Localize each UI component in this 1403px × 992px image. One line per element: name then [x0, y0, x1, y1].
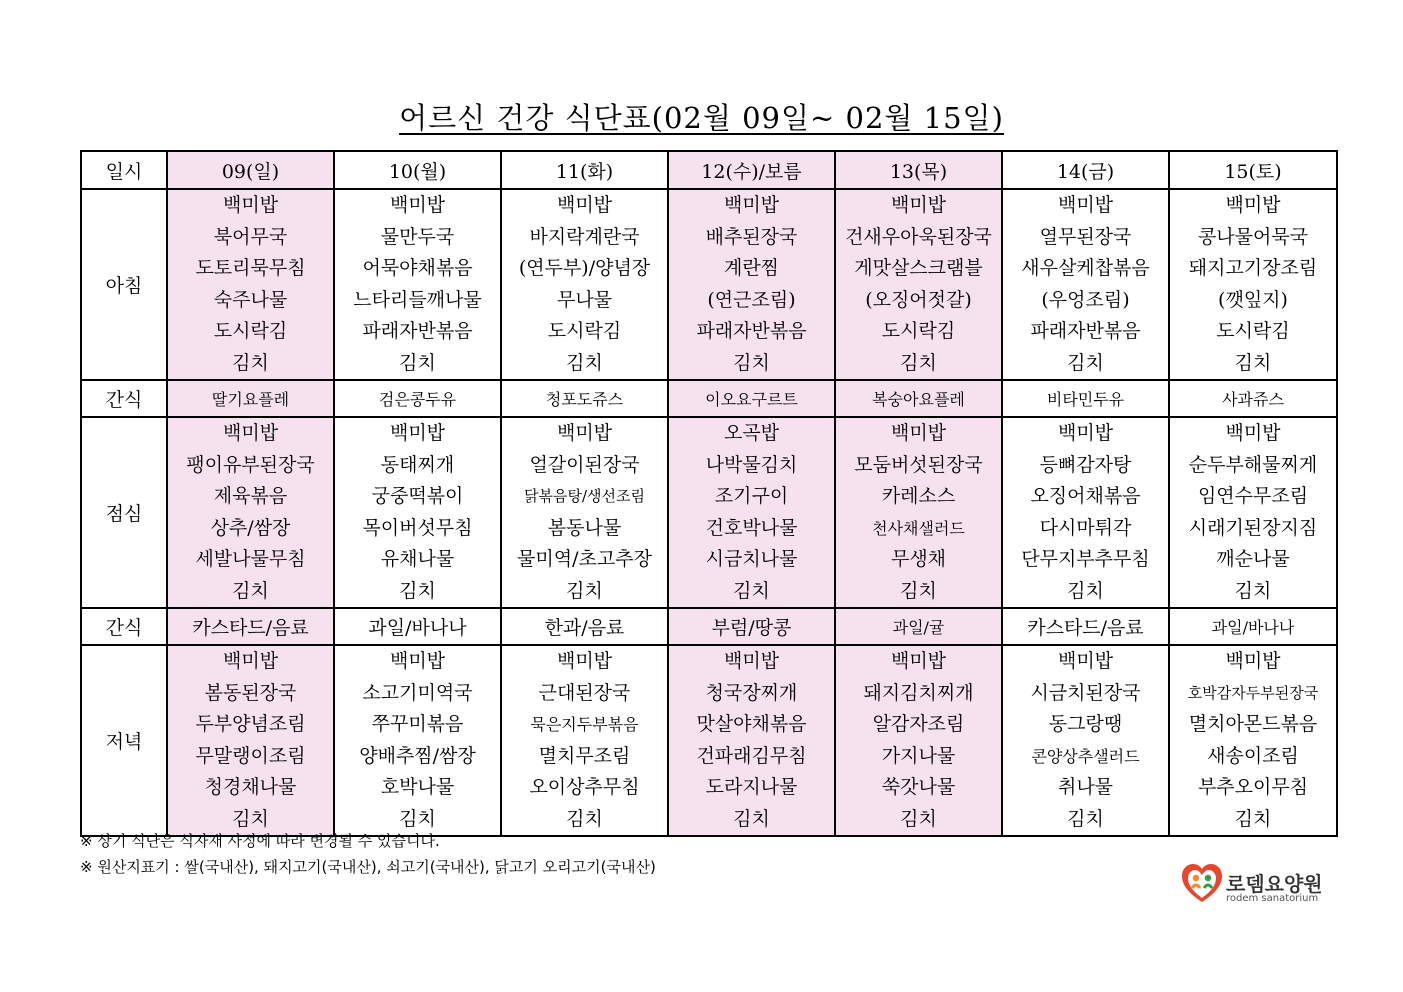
menu-item: 백미밥: [723, 194, 780, 216]
snack-item: 검은콩두유: [378, 390, 457, 409]
meal-cell: [334, 645, 501, 836]
menu-item: 김치: [1067, 807, 1104, 830]
menu-item: 김치: [1234, 579, 1272, 602]
menu-item: 백미밥: [1057, 194, 1114, 216]
menu-item: 모둠버섯된장국: [854, 453, 983, 476]
menu-item: 세발나물무침: [195, 548, 306, 570]
menu-item: 백미밥: [1225, 194, 1281, 216]
menu-item: 김치: [900, 807, 937, 830]
snack-item: 카스타드/음료: [192, 617, 309, 639]
menu-item: 묵은지두부볶음: [530, 715, 639, 734]
menu-item: 나박물김치: [705, 453, 798, 476]
menu-item: 멸치무조림: [538, 744, 631, 767]
snack-cell: [1002, 608, 1169, 645]
menu-item: 오징어채볶음: [1030, 485, 1141, 507]
menu-item: 열무된장국: [1039, 225, 1132, 248]
menu-item: 백미밥: [556, 194, 613, 216]
menu-item: 두부양념조림: [195, 713, 306, 735]
logo-subtitle: rodem sanatorium: [1226, 893, 1319, 904]
menu-item: 궁중떡볶이: [371, 485, 464, 507]
menu-item: 김치: [900, 579, 937, 602]
menu-item: 제육볶음: [213, 485, 288, 507]
snack-item: 복숭아요플레: [872, 390, 965, 409]
menu-item: 시금치된장국: [1030, 681, 1141, 704]
title-text: 어르신 건강 식단표(02월 09일~ 02월 15일): [399, 101, 1004, 135]
menu-item: 새송이조림: [1207, 744, 1299, 767]
page-title: [0, 96, 1403, 137]
menu-item: 건새우아욱된장국: [845, 225, 992, 248]
snack-item: 한과/음료: [544, 617, 625, 639]
meal-cell: [334, 189, 501, 380]
menu-item: 무생채: [890, 548, 947, 570]
menu-item: 김치: [566, 807, 603, 830]
menu-item: 무말랭이조림: [195, 744, 306, 767]
meal-cell: [668, 645, 835, 836]
menu-item: 천사채샐러드: [872, 518, 965, 538]
day-header: 13(목): [835, 151, 1002, 189]
meal-cell: [167, 645, 334, 836]
menu-item: 느타리들깨나물: [353, 288, 482, 311]
menu-item: 도라지나물: [705, 776, 798, 798]
menu-item: 도시락김: [213, 320, 288, 342]
day-header: 11(화): [501, 151, 668, 189]
snack2-row: [81, 608, 1337, 645]
meal-cell: [1002, 417, 1169, 608]
meal-cell: [501, 189, 668, 380]
note-line: ※ 원산지표기 : 쌀(국내산), 돼지고기(국내산), 쇠고기(국내산), 닭고기 오리고기(국내산): [80, 858, 656, 876]
menu-item: 백미밥: [556, 650, 613, 672]
menu-item: 백미밥: [890, 194, 947, 216]
menu-item: 백미밥: [389, 422, 446, 444]
menu-item: 청국장찌개: [705, 681, 798, 704]
menu-item: 김치: [566, 579, 603, 602]
menu-item: 동그랑땡: [1048, 713, 1123, 735]
menu-item: 무나물: [556, 288, 613, 311]
menu-item: 백미밥: [222, 650, 279, 672]
notes: [80, 828, 656, 880]
menu-item: 김치: [1234, 807, 1272, 830]
menu-item: 시래기된장지짐: [1188, 516, 1318, 539]
heart-people-icon: [1180, 858, 1224, 906]
menu-item: 콘양상추샐러드: [1031, 746, 1140, 766]
snack1-row: [81, 380, 1337, 417]
menu-item: (연근조림): [707, 288, 796, 311]
menu-item: 쭈꾸미볶음: [371, 713, 464, 735]
menu-item: 오이상추무침: [529, 776, 640, 798]
snack-cell: [668, 380, 835, 417]
menu-item: 도시락김: [547, 320, 622, 342]
menu-item: (오징어젓갈): [865, 288, 972, 311]
menu-item: 쑥갓나물: [881, 776, 956, 798]
meal-cell: [668, 417, 835, 608]
menu-item: 건호박나물: [705, 516, 798, 539]
menu-item: 취나물: [1057, 776, 1114, 798]
menu-item: 김치: [232, 351, 269, 374]
meal-cell: [668, 189, 835, 380]
menu-item: 북어무국: [213, 225, 288, 248]
snack-item: 부럼/땅콩: [711, 617, 792, 639]
menu-item: 호박나물: [380, 776, 455, 798]
note-line: ※ 상기 식단은 식자재 사정에 따라 변경될 수 있습니다.: [80, 832, 440, 850]
menu-item: 오곡밥: [723, 422, 780, 444]
menu-item: 등뼈감자탕: [1039, 453, 1132, 476]
meal-cell: [835, 645, 1002, 836]
meal-cell: [835, 417, 1002, 608]
menu-item: 숙주나물: [213, 288, 288, 311]
menu-item: 백미밥: [389, 194, 446, 216]
meal-cell: [1169, 417, 1337, 608]
snack-cell: [1169, 380, 1337, 417]
menu-item: 새우살케찹볶음: [1021, 257, 1150, 279]
menu-item: 파래자반볶음: [1030, 320, 1141, 342]
snack-item: 이오요구르트: [705, 390, 798, 409]
menu-item: 백미밥: [890, 650, 947, 672]
menu-item: 백미밥: [890, 422, 947, 444]
menu-item: 맛살야채볶음: [696, 713, 807, 735]
menu-item: 시금치나물: [705, 548, 798, 570]
menu-item: 도토리묵무침: [195, 257, 306, 279]
snack-cell: [167, 608, 334, 645]
menu-item: 김치: [733, 351, 770, 374]
snack-item: 과일/바나나: [368, 617, 467, 639]
snack-item: 과일/귤: [892, 618, 945, 637]
menu-item: 순두부해물찌게: [1188, 453, 1318, 476]
menu-item: 깨순나물: [1216, 548, 1290, 570]
meal-cell: [1002, 645, 1169, 836]
menu-item: 유채나물: [380, 548, 455, 570]
menu-item: 닭볶음탕/생선조림: [524, 487, 645, 505]
menu-item: 배추된장국: [705, 225, 798, 248]
menu-item: 조기구이: [714, 485, 789, 507]
menu-item: (우엉조림): [1041, 288, 1130, 311]
day-header: 09(일): [167, 151, 334, 189]
menu-item: 건파래김무침: [696, 744, 807, 767]
snack-cell: [167, 380, 334, 417]
snack-item: 카스타드/음료: [1027, 617, 1144, 639]
menu-item: 계란찜: [723, 257, 780, 279]
menu-item: 알감자조림: [872, 713, 965, 735]
snack-cell: [668, 608, 835, 645]
lunch-row: [81, 417, 1337, 608]
logo: [1180, 858, 1340, 908]
menu-item: 김치: [1067, 351, 1104, 374]
menu-item: 파래자반볶음: [696, 320, 807, 342]
meal-plan-table: [80, 150, 1338, 837]
menu-item: 백미밥: [723, 650, 780, 672]
meal-cell: [501, 645, 668, 836]
menu-item: 어묵야채볶음: [362, 257, 473, 279]
menu-item: 물만두국: [380, 225, 455, 248]
breakfast-row: [81, 189, 1337, 380]
menu-item: 호박감자두부된장국: [1187, 683, 1319, 702]
menu-item: 백미밥: [1225, 650, 1281, 672]
snack1-label: 간식: [81, 380, 167, 417]
menu-item: 김치: [733, 807, 770, 830]
meal-cell: [334, 417, 501, 608]
menu-item: 봄동나물: [547, 516, 622, 539]
menu-item: 김치: [232, 807, 269, 830]
dinner-label: 저녁: [81, 645, 167, 836]
menu-item: (깻잎지): [1218, 288, 1288, 311]
snack-cell: [501, 380, 668, 417]
meal-cell: [1169, 645, 1337, 836]
menu-item: 상추/쌈장: [210, 516, 291, 539]
logo-name: 로뎀요양원: [1226, 872, 1323, 896]
menu-item: 김치: [1234, 351, 1272, 374]
menu-item: 김치: [733, 579, 770, 602]
menu-item: 근대된장국: [538, 681, 631, 704]
menu-item: 김치: [399, 579, 436, 602]
menu-item: 김치: [566, 351, 603, 374]
menu-item: 단무지부추무침: [1021, 548, 1150, 570]
snack-item: 청포도쥬스: [545, 390, 624, 409]
menu-item: 양배추찜/쌈장: [359, 744, 476, 767]
header-label: 일시: [81, 151, 167, 189]
menu-item: 봄동된장국: [204, 681, 297, 704]
menu-item: 얼갈이된장국: [529, 453, 640, 476]
menu-item: 부추오이무침: [1197, 776, 1309, 798]
meal-cell: [501, 417, 668, 608]
day-header: 14(금): [1002, 151, 1169, 189]
meal-cell: [1169, 189, 1337, 380]
menu-item: 김치: [399, 351, 436, 374]
snack-cell: [1169, 608, 1337, 645]
snack-cell: [1002, 380, 1169, 417]
menu-item: 파래자반볶음: [362, 320, 473, 342]
meal-cell: [167, 417, 334, 608]
menu-item: 가지나물: [881, 744, 956, 767]
menu-item: 팽이유부된장국: [186, 453, 315, 476]
menu-item: 도시락김: [1216, 320, 1290, 342]
menu-item: 백미밥: [1057, 422, 1114, 444]
menu-item: 돼지김치찌개: [863, 681, 974, 704]
day-header: 12(수)/보름: [668, 151, 835, 189]
lunch-label: 점심: [81, 417, 167, 608]
snack-cell: [334, 608, 501, 645]
menu-item: 소고기미역국: [362, 681, 473, 704]
day-header: 15(토): [1169, 151, 1337, 189]
meal-cell: [167, 189, 334, 380]
menu-item: 백미밥: [1225, 422, 1281, 444]
breakfast-label: 아침: [81, 189, 167, 380]
menu-item: 김치: [399, 807, 436, 830]
menu-item: 임연수무조림: [1197, 485, 1309, 507]
menu-item: 물미역/초고추장: [517, 548, 652, 570]
menu-item: 콩나물어묵국: [1197, 225, 1309, 248]
menu-item: 김치: [1067, 579, 1104, 602]
snack-item: 비타민두유: [1046, 390, 1125, 409]
menu-item: 다시마튀각: [1039, 516, 1132, 539]
menu-item: 백미밥: [222, 422, 279, 444]
snack-item: 딸기요플레: [211, 390, 290, 409]
menu-item: 게맛살스크램블: [854, 257, 983, 279]
menu-item: 백미밥: [1057, 650, 1114, 672]
snack-item: 사과쥬스: [1222, 390, 1284, 409]
menu-item: 백미밥: [222, 194, 279, 216]
menu-item: 돼지고기장조림: [1188, 257, 1318, 279]
snack-cell: [835, 608, 1002, 645]
snack-cell: [835, 380, 1002, 417]
menu-item: 김치: [232, 579, 269, 602]
snack-item: 과일/바나나: [1211, 618, 1295, 637]
menu-item: 동태찌개: [380, 453, 455, 476]
menu-item: 청경채나물: [204, 776, 297, 798]
menu-item: 백미밥: [556, 422, 613, 444]
meal-cell: [1002, 189, 1169, 380]
snack-cell: [501, 608, 668, 645]
menu-item: 멸치아몬드볶음: [1188, 713, 1318, 735]
menu-item: 목이버섯무침: [362, 516, 473, 539]
menu-item: 바지락계란국: [529, 225, 640, 248]
menu-item: 김치: [900, 351, 937, 374]
day-header: 10(월): [334, 151, 501, 189]
dinner-row: [81, 645, 1337, 836]
menu-item: 카레소스: [881, 485, 956, 507]
snack2-label: 간식: [81, 608, 167, 645]
menu-item: (연두부)/양념장: [518, 257, 651, 279]
snack-cell: [334, 380, 501, 417]
header-row: [81, 151, 1337, 189]
meal-cell: [835, 189, 1002, 380]
menu-item: 백미밥: [389, 650, 446, 672]
menu-item: 도시락김: [881, 320, 956, 342]
